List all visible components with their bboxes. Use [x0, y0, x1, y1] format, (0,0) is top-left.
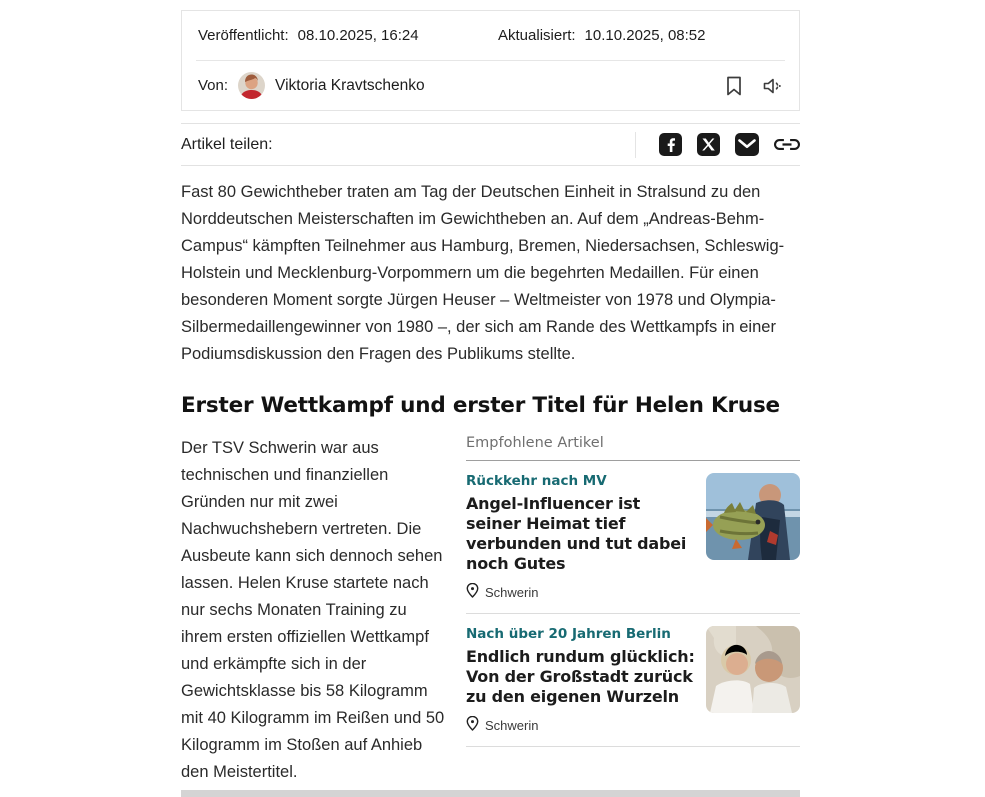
published-group	[198, 27, 498, 44]
byline-label: Von:	[198, 77, 229, 94]
updated-label: Aktualisiert:	[498, 27, 576, 44]
email-share-icon[interactable]	[735, 133, 759, 156]
share-label: Artikel teilen:	[181, 135, 273, 153]
dates-row	[182, 11, 799, 60]
article-lead-paragraph: Fast 80 Gewichtheber traten am Tag der Deutschen Einheit in Stralsund zu den Norddeutschen Meisterschaften im Gewichtheben an. Auf dem „Andreas-Behm-Campus“ kämpften Teilnehmer aus Hamburg, Bremen, Niedersachsen, Schleswig-Holstein und Mecklenburg-Vorpommern um die begehrten Medaillen. Für einen besonderen Moment sorgte Jürgen Heuser – Weltmeister von 1978 und Olympia-Silbermedaillengewinner von 1980 –, der sich am Rande des Wettkampfs in einer Podiumsdiskussion den Fragen des Publikums stellte.	[181, 183, 785, 363]
recommended-kicker: Nach über 20 Jahren Berlin	[466, 626, 671, 642]
recommended-title: Endlich rundum glücklich: Von der Großstadt zurück zu den eigenen Wurzeln	[466, 647, 695, 706]
article-subheading: Erster Wettkampf und erster Titel für Helen Kruse	[181, 393, 780, 418]
updated-value: 10.10.2025, 08:52	[584, 27, 706, 44]
updated-group	[498, 27, 705, 44]
recommended-header: Empfohlene Artikel	[466, 435, 800, 461]
facebook-share-icon[interactable]	[659, 133, 682, 156]
recommended-thumbnail-couple[interactable]	[706, 626, 800, 713]
location-pin-icon	[466, 583, 479, 601]
share-row	[181, 123, 800, 166]
recommended-article-1[interactable]	[466, 461, 800, 614]
author-name[interactable]: Viktoria Kravtschenko	[275, 76, 425, 94]
location-pin-icon	[466, 716, 479, 734]
byline-row	[182, 61, 799, 110]
bookmark-button[interactable]	[725, 76, 743, 96]
copy-link-icon[interactable]	[774, 133, 800, 156]
recommended-kicker: Rückkehr nach MV	[466, 473, 607, 489]
published-label: Veröffentlicht:	[198, 27, 289, 44]
share-separator	[635, 132, 636, 158]
article-body-paragraph: Der TSV Schwerin war aus technischen und finanziellen Gründen nur mit zwei Nachwuchshebern vertreten. Die Ausbeute kann sich dennoch sehen lassen. Helen Kruse startete nach nur sechs Monaten Training zu ihrem ersten offiziellen Wettkampf und erkämpfte sich in der Gewichtsklasse bis 58 Kilogramm mit 40 Kilogramm im Reißen und 50 Kilogramm im Stoßen auf Anhieb den Meistertitel.	[181, 439, 445, 781]
recommended-articles-box	[466, 435, 800, 747]
article-page	[181, 10, 800, 797]
article-meta-box	[181, 10, 800, 111]
recommended-location: Schwerin	[485, 584, 539, 600]
recommended-thumbnail-fisherman[interactable]	[706, 473, 800, 560]
recommended-title: Angel-Influencer ist seiner Heimat tief verbunden und tut dabei noch Gutes	[466, 494, 687, 573]
next-section-divider	[181, 790, 800, 797]
author-avatar[interactable]	[238, 72, 265, 99]
recommended-location: Schwerin	[485, 717, 539, 733]
recommended-article-2[interactable]	[466, 614, 800, 747]
listen-audio-button[interactable]	[762, 76, 783, 96]
published-value: 08.10.2025, 16:24	[297, 27, 419, 44]
x-twitter-share-icon[interactable]	[697, 133, 720, 156]
